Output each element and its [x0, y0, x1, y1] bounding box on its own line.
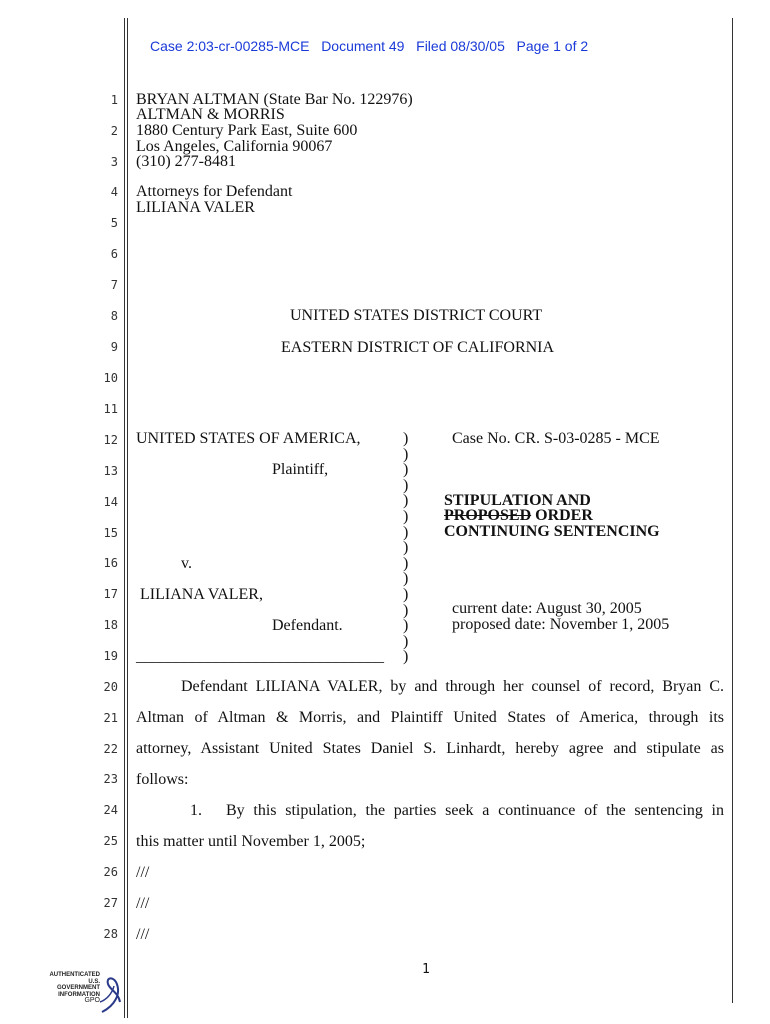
court-district: EASTERN DISTRICT OF CALIFORNIA [281, 339, 555, 356]
line-number: 21 [103, 711, 118, 725]
body-p1-line4: follows: [136, 771, 189, 788]
caption-versus: v. [181, 555, 192, 572]
line-number: 20 [103, 680, 118, 694]
line-number: 23 [103, 772, 118, 786]
caption-defendant: LILIANA VALER, [140, 586, 263, 603]
line-number: 7 [110, 278, 118, 292]
gpo-authentication-seal: AUTHENTICATED U.S. GOVERNMENT INFORMATION GPO [49, 972, 100, 1004]
gpo-eagle-icon [96, 972, 126, 1016]
attorney-firm: ALTMAN & MORRIS [136, 106, 285, 123]
line-number: 22 [103, 742, 118, 756]
page-number: 1 [422, 962, 430, 977]
line-number: 8 [110, 309, 118, 323]
ecf-header [150, 38, 588, 54]
line-number: 17 [103, 587, 118, 601]
attorney-client: LILIANA VALER [136, 199, 255, 216]
line-number: 11 [103, 402, 118, 416]
line-number: 16 [103, 556, 118, 570]
body-p1-line2: Altman of Altman & Morris, and Plaintiff United States of America, through its [136, 709, 724, 726]
body-p1-line1: Defendant LILIANA VALER, by and through her counsel of record, Bryan C. [181, 678, 724, 695]
attorney-phone: (310) 277-8481 [136, 153, 236, 170]
line-number: 10 [103, 371, 118, 385]
attorney-name: BRYAN ALTMAN (State Bar No. 122976) [136, 91, 413, 108]
title-order-word: ORDER [531, 507, 593, 524]
court-name: UNITED STATES DISTRICT COURT [290, 307, 543, 324]
line-number: 12 [103, 433, 118, 447]
slash-line-27: /// [136, 895, 150, 912]
attorney-role: Attorneys for Defendant [136, 183, 293, 200]
document-title-line1: STIPULATION AND [444, 492, 591, 509]
left-margin-rule-inner [127, 18, 128, 1018]
line-number: 19 [103, 649, 118, 663]
line-number: 9 [110, 340, 118, 354]
caption-rule: _______________________________ [136, 648, 384, 665]
item-line2: this matter until November 1, 2005; [136, 833, 366, 850]
current-date: current date: August 30, 2005 [452, 600, 642, 617]
line-number: 25 [103, 834, 118, 848]
caption-plaintiff: UNITED STATES OF AMERICA, [136, 430, 361, 447]
slash-line-28: /// [136, 926, 150, 943]
line-number: 2 [110, 124, 118, 138]
line-number: 14 [103, 495, 118, 509]
line-number: 28 [103, 927, 118, 941]
line-number: 6 [110, 247, 118, 261]
slash-line-26: /// [136, 864, 150, 881]
line-number: 27 [103, 896, 118, 910]
body-p1-line3: attorney, Assistant United States Daniel S. Linhardt, hereby agree and stipulate as [136, 740, 724, 757]
line-number: 1 [110, 93, 118, 107]
document-title-line2 [444, 508, 593, 524]
line-number: 4 [110, 185, 118, 199]
caption-plaintiff-role: Plaintiff, [272, 461, 329, 478]
proposed-date: proposed date: November 1, 2005 [452, 616, 670, 633]
case-number: Case No. CR. S-03-0285 - MCE [452, 430, 660, 447]
attorney-address2: Los Angeles, California 90067 [136, 138, 333, 155]
caption-defendant-role: Defendant. [272, 617, 343, 634]
line-number: 15 [103, 526, 118, 540]
header-case: Case 2:03-cr-00285-MCE [150, 38, 310, 54]
line-number: 3 [110, 155, 118, 169]
line-number: 24 [103, 803, 118, 817]
line-number: 13 [103, 464, 118, 478]
line-number: 5 [110, 216, 118, 230]
header-document: Document 49 [321, 38, 405, 54]
header-filed: Filed 08/30/05 [416, 38, 505, 54]
left-margin-rule-outer [124, 18, 125, 1018]
document-title-line3: CONTINUING SENTENCING [444, 523, 660, 540]
title-struck-word: PROPOSED [444, 507, 532, 524]
caption-parens: ) ) ) ) ) ) ) ) ) ) ) ) ) ) ) [403, 430, 409, 666]
item-number: 1. [190, 802, 202, 819]
line-number: 18 [103, 618, 118, 632]
line-number: 26 [103, 865, 118, 879]
right-margin-rule [732, 18, 733, 1003]
attorney-address1: 1880 Century Park East, Suite 600 [136, 122, 358, 139]
item-line1: By this stipulation, the parties seek a continuance of the sentencing in [226, 802, 724, 819]
header-page: Page 1 of 2 [516, 38, 589, 54]
